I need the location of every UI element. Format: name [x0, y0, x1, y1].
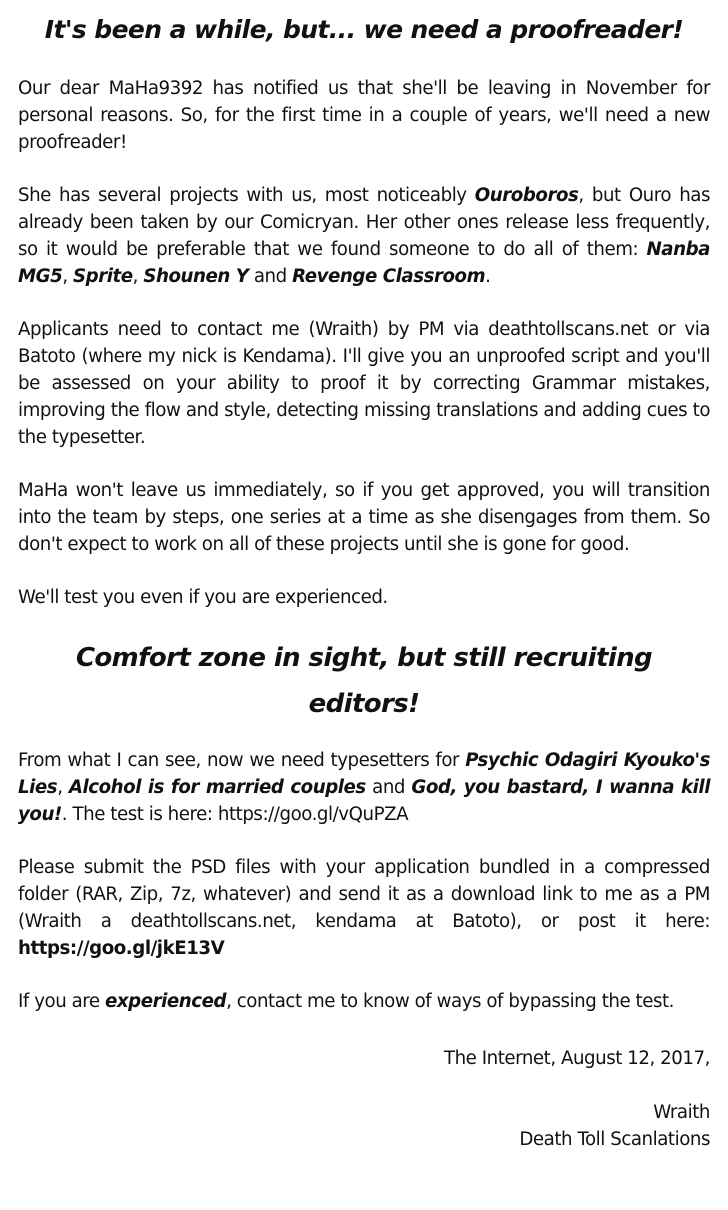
text-run: , contact me to know of ways of bypassing the test. — [226, 991, 674, 1012]
project-title: Shounen Y — [143, 266, 249, 287]
paragraph-projects — [18, 182, 710, 290]
text-run: If you are — [18, 991, 105, 1012]
project-title: Revenge Classroom — [292, 266, 486, 287]
paragraph-experienced — [18, 988, 710, 1015]
date-line: The Internet, August 12, 2017, — [443, 1048, 710, 1069]
secondary-heading: Comfort zone in sight, but still recruiting editors! — [75, 643, 653, 719]
project-title: Alcohol is for married couples — [68, 777, 366, 798]
text-run: From what I can see, now we need typesetters for — [18, 750, 466, 771]
text-run: , — [62, 266, 74, 287]
text-run: Please submit the PSD files with your application bundled in a compressed folder (RAR, Zip, 7z, whatever) and send it as a download link to me as a PM (Wraith a deathtollscans.net, kendama at Batoto), or post it here: — [18, 857, 710, 932]
paragraph-application: Applicants need to contact me (Wraith) by PM via deathtollscans.net or via Batoto (where my nick is Kendama). I'll give you an unproofed script and you'll be assessed on your ability to proof it by correcting Grammar mistakes, improving the flow and style, detecting missing translations and adding cues to the typesetter. — [18, 319, 710, 448]
project-title: God, you bastard, I wanna kill you! — [18, 777, 710, 825]
project-title: Ouroboros — [474, 185, 579, 206]
text-run: , but Ouro has already been taken by our Comicryan. Her other ones release less frequently, so it would be preferable that we found someone to do all of them: — [18, 185, 710, 260]
paragraph-test-note: We'll test you even if you are experienced. — [18, 587, 388, 608]
paragraph-submission — [18, 854, 710, 962]
main-heading: It's been a while, but... we need a proofreader! — [44, 15, 684, 44]
signature-group: Death Toll Scanlations — [519, 1129, 710, 1150]
paragraph-leaving: Our dear MaHa9392 has notified us that she'll be leaving in November for personal reasons. So, for the first time in a couple of years, we'll need a new proofreader! — [18, 78, 710, 153]
emphasis-experienced: experienced — [105, 991, 227, 1012]
project-title: Psychic Odagiri Kyouko's Lies — [18, 750, 710, 798]
text-run: . — [485, 266, 491, 287]
text-run: , — [57, 777, 69, 798]
signature-block — [18, 1099, 710, 1153]
text-run: She has several projects with us, most noticeably — [18, 185, 475, 206]
text-run: . The test is here: https://goo.gl/vQuPZA — [61, 804, 409, 825]
paragraph-typesetters — [18, 747, 710, 828]
project-title: Nanba MG5 — [18, 239, 710, 287]
paragraph-transition: MaHa won't leave us immediately, so if you get approved, you will transition into the team by steps, one series at a time as she disengages from them. So don't expect to work on all of these projects until she is gone for good. — [18, 480, 710, 555]
text-run: and — [248, 266, 293, 287]
text-run: and — [365, 777, 412, 798]
project-title: Sprite — [73, 266, 133, 287]
submission-link[interactable]: https://goo.gl/jkE13V — [18, 938, 225, 959]
text-run: , — [132, 266, 144, 287]
signature-name: Wraith — [653, 1102, 710, 1123]
